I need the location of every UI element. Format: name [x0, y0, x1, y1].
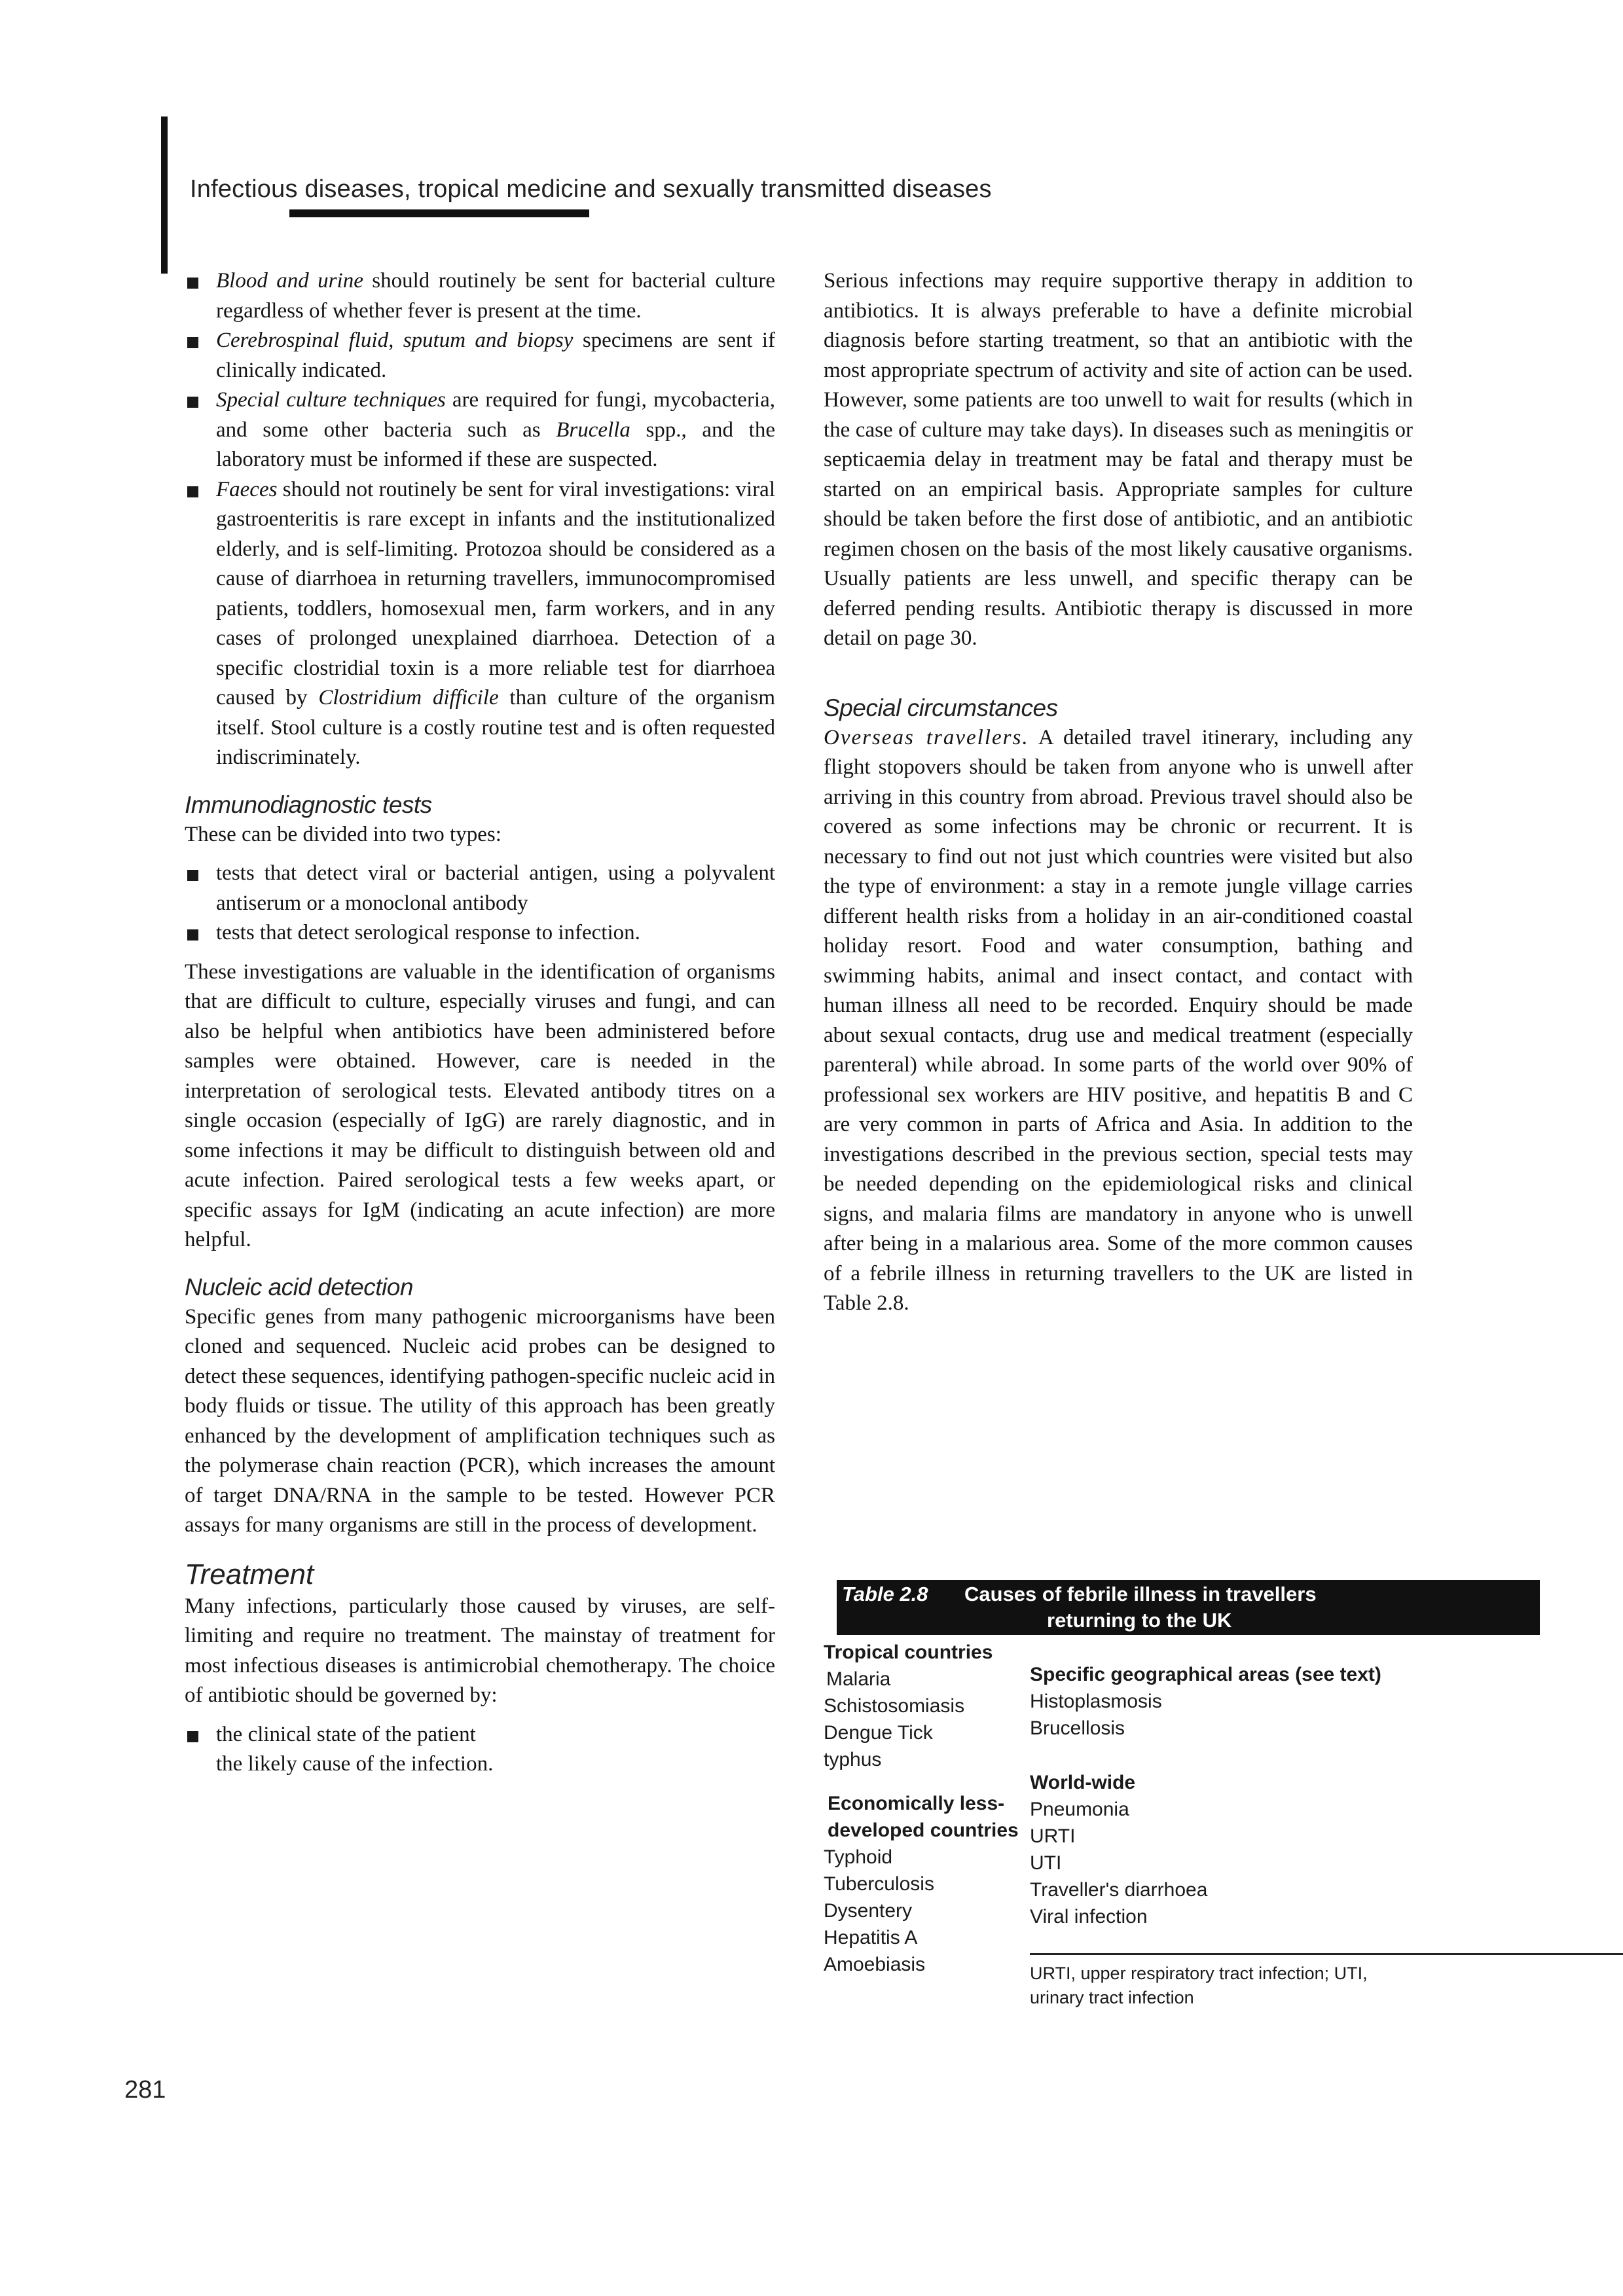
table-cell: Dysentery — [824, 1900, 913, 1922]
page-number: 281 — [124, 2076, 166, 2104]
table-cell: Brucellosis — [1030, 1717, 1125, 1739]
world-heading: World-wide — [1030, 1772, 1136, 1793]
table-cell: typhus — [824, 1749, 882, 1770]
overseas-paragraph: Overseas travellers. A detailed travel itinerary, including any flight stopovers should be taken from anyone who is unwell after arriving in this country from abroad. Previous travel should also be covered as some infections may be chronic or recurrent. It is necessary to find out not just which countries were visited but also the type of environment: a stay in a remote jungle village carries different health risks from a holiday in an air-conditioned coastal holiday resort. Food and water consumption, bathing and swimming habits, animal and insect contact, and contact with human illness all need to be recorded. Enquiry should be made about sexual contacts, drug use and medical treatment (especially parenteral) while abroad. In some parts of the world over 90% of professional sex workers are HIV positive, and hepatitis B and C are very common in parts of Africa and Asia. In addition to the investigations described in the previous section, special tests may be needed depending on the epidemiological risks and clinical signs, and malaria films are mandatory in anyone who is unwell after being in a malarious area. Some of the more common causes of a febrile illness in returning travellers to the UK are listed in Table 2.8. — [824, 725, 1413, 1315]
immuno-heading: Immunodiagnostic tests — [185, 791, 432, 818]
table-cell: Histoplasmosis — [1030, 1691, 1162, 1712]
list-item: tests that detect viral or bacterial antigen, using a polyvalent antiserum or a monoclonal antibody — [185, 859, 775, 918]
table-cell: Amoebiasis — [824, 1954, 926, 1975]
table-cell: Typhoid — [824, 1846, 893, 1868]
list-item: the likely cause of the infection. — [216, 1752, 494, 1776]
table-cell: Hepatitis A — [824, 1927, 918, 1948]
nucleic-paragraph: Specific genes from many pathogenic microorganisms have been cloned and sequenced. Nucleic acid probes can be designed to detect these sequences, identifying pathogen-specific nucleic acid in body fluids or tissue. The utility of this approach has been greatly enhanced by the development of amplification techniques such as the polymerase chain reaction (PCR), which increases the amount of target DNA/RNA in the sample to be tested. However PCR assays for many organisms are still in the process of development. — [185, 1304, 775, 1537]
table-cell: Dengue Tick — [824, 1722, 933, 1744]
square-bullet-icon — [187, 929, 198, 941]
square-bullet-icon — [187, 486, 198, 497]
table-cell: Schistosomiasis — [824, 1695, 965, 1717]
list-item: tests that detect serological response to infection. — [185, 918, 775, 948]
treatment-heading: Treatment — [185, 1558, 314, 1590]
tropical-heading: Tropical countries — [824, 1641, 993, 1663]
immuno-intro: These can be divided into two types: — [185, 822, 501, 846]
table-column-left — [824, 1639, 1033, 1978]
table-footnote-rule — [1030, 1953, 1623, 1955]
right-column — [824, 266, 1413, 1319]
table-2-8 — [824, 1580, 1623, 2007]
table-title-bar — [837, 1580, 1540, 1635]
special-heading: Special circumstances — [824, 694, 1058, 721]
table-cell: Viral infection — [1030, 1906, 1148, 1928]
econ-heading-1: Economically less- — [828, 1793, 1005, 1814]
table-cell: Malaria — [826, 1668, 891, 1690]
table-label: Table 2.8 — [842, 1583, 928, 1605]
table-title-line2: returning to the UK — [1047, 1609, 1232, 1632]
immuno-list — [185, 859, 775, 948]
list-item: Special culture techniques are required for fungi, mycobacteria, and some other bacteria such as Brucella spp., and the laboratory must be informed if these are suspected. — [185, 386, 775, 475]
left-column — [185, 266, 775, 1780]
therapy-paragraph: Serious infections may require supportive therapy in addition to antibiotics. It is always preferable to have a definite microbial diagnosis before starting treatment, so that an antibiotic with the most appropriate spectrum of activity and site of action can be used. However, some patients are too unwell to wait for results (which in the case of culture may take days). In diseases such as meningitis or septicaemia delay in treatment may be fatal and therapy must be started on an empirical basis. Appropriate samples for culture should be taken before the first dose of antibiotic, and an antibiotic regimen chosen on the basis of the most likely causative organisms. Usually patients are less unwell, and specific therapy can be deferred pending results. Antibiotic therapy is discussed in more detail on page 30. — [824, 269, 1413, 650]
table-cell: Tuberculosis — [824, 1873, 934, 1895]
list-item: Cerebrospinal fluid, sputum and biopsy specimens are sent if clinically indicated. — [185, 326, 775, 386]
table-cell: Traveller's diarrhoea — [1030, 1879, 1208, 1901]
square-bullet-icon — [187, 870, 198, 881]
header-rule — [289, 209, 589, 217]
square-bullet-icon — [187, 337, 198, 348]
square-bullet-icon — [187, 397, 198, 408]
table-cell: Pneumonia — [1030, 1799, 1129, 1820]
treatment-paragraph: Many infections, particularly those caused by viruses, are self-limiting and require no treatment. The mainstay of treatment for most infectious diseases is antimicrobial chemotherapy. The choice of antibiotic should be governed by: — [185, 1594, 775, 1707]
treatment-list — [185, 1720, 775, 1780]
margin-bar — [161, 117, 168, 274]
table-cell: URTI — [1030, 1825, 1076, 1847]
immuno-paragraph: These investigations are valuable in the identification of organisms that are difficult to culture, especially viruses and fungi, and can also be helpful when antibiotics have been administered before samples were obtained. However, care is needed in the interpretation of serological tests. Elevated antibody titres on a single occasion (especially of IgG) are rarely diagnostic, and in some infections it may be difficult to distinguish between old and acute infection. Paired serological tests a few weeks apart, or specific assays for IgM (indicating an acute infection) are more helpful. — [185, 960, 775, 1251]
nucleic-heading: Nucleic acid detection — [185, 1273, 413, 1300]
specimen-list — [185, 266, 775, 773]
running-head: Infectious diseases, tropical medicine and sexually transmitted diseases — [190, 175, 992, 203]
table-title-line1: Causes of febrile illness in travellers — [964, 1583, 1317, 1605]
square-bullet-icon — [187, 1731, 198, 1742]
econ-heading-2: developed countries — [828, 1820, 1019, 1841]
square-bullet-icon — [187, 278, 198, 289]
specific-heading: Specific geographical areas (see text) — [1030, 1664, 1381, 1685]
table-column-right — [1030, 1661, 1436, 1930]
table-footnote: URTI, upper respiratory tract infection; UTI, urinary tract infection — [1030, 1964, 1368, 2007]
table-cell: UTI — [1030, 1852, 1062, 1874]
list-item: Faeces should not routinely be sent for viral investigations: viral gastroenteritis is rare except in infants and the institutionalized elderly, and is self-limiting. Protozoa should be considered as a cause of diarrhoea in returning travellers, immunocompromised patients, toddlers, homosexual men, farm workers, and in any cases of prolonged unexplained diarrhoea. Detection of a specific clostridial toxin is a more reliable test for diarrhoea caused by Clostridium difficile than culture of the organism itself. Stool culture is a costly routine test and is often requested indiscriminately. — [185, 475, 775, 773]
list-item: the clinical state of the patient — [185, 1720, 775, 1750]
list-item: Blood and urine should routinely be sent for bacterial culture regardless of whether fever is present at the time. — [185, 266, 775, 326]
